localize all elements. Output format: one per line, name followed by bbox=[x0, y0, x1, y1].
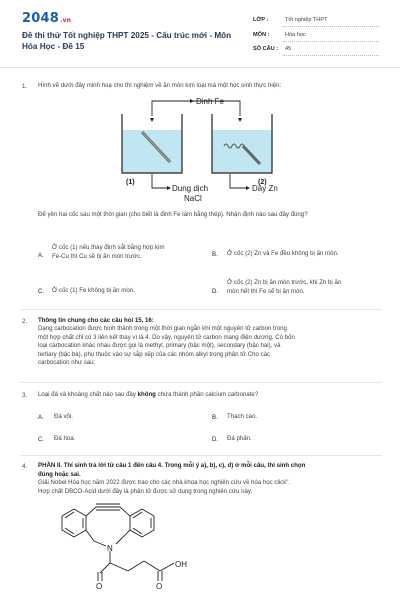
page-title: Đề thi thử Tốt nghiệp THPT 2025 - Cấu trúc mới - Môn Hóa Học - Đề 15 bbox=[22, 31, 232, 51]
label-solution: Dung dịch bbox=[172, 184, 209, 193]
option-d-letter[interactable]: D. bbox=[212, 288, 219, 295]
meta-subject: MÔN : Hóa học bbox=[253, 32, 306, 38]
question-text: Hình vẽ dưới đây minh hoạ cho thí nghiệm về ăn mòn kim loại mà một học sinh thực hiện: bbox=[38, 82, 282, 89]
dbco-acid-structure bbox=[40, 499, 200, 600]
option-a-letter[interactable]: A. bbox=[38, 252, 44, 259]
question-number: 2. bbox=[22, 318, 28, 325]
question-text: Loại đá và khoáng chất nào sau đây không chứa thành phần calcium carbonate? bbox=[38, 391, 259, 398]
label-cup-1: (1) bbox=[126, 179, 135, 186]
solution-cup-2 bbox=[212, 130, 272, 173]
meta-class: LỚP : Tốt nghiệp THPT bbox=[253, 17, 328, 23]
meta-count: SỐ CÂU : 45 bbox=[253, 46, 292, 52]
site-logo[interactable]: 2048.vn bbox=[22, 11, 72, 26]
meta-divider bbox=[283, 41, 379, 42]
option-c-letter[interactable]: C. bbox=[38, 288, 45, 295]
atom-oh: OH bbox=[175, 560, 187, 569]
option-b-text[interactable]: Ở cốc (2) Zn và Fe đều không bị ăn mòn. bbox=[227, 250, 339, 257]
question-heading: PHẦN II. Thí sinh trả lời từ câu 1 đến câu 4. Trong mỗi ý a), b), c), d) ở mỗi câu, thí sinh chọn đúng hoặc sai. bbox=[38, 462, 306, 478]
label-cup-2: (2) bbox=[258, 179, 267, 186]
option-a-text[interactable]: Ở cốc (1) nếu thay đinh sắt bằng hợp kim Fe-Cu thì Cu sẽ bị ăn mòn trước. bbox=[52, 244, 165, 260]
option-c-text[interactable]: Ở cốc (1) Fe không bị ăn mòn. bbox=[52, 287, 135, 294]
option-b-letter[interactable]: B. bbox=[212, 251, 218, 258]
option-c-text[interactable]: Đá hoa. bbox=[54, 435, 76, 442]
question-number: 4. bbox=[22, 463, 28, 470]
option-b-letter[interactable]: B. bbox=[212, 414, 218, 421]
question-divider bbox=[20, 382, 382, 383]
option-d-text[interactable]: Đá phấn. bbox=[227, 435, 252, 442]
option-a-text[interactable]: Đá vôi. bbox=[54, 413, 73, 420]
question-text: Dạng carbocation được hình thành trong một thời gian ngắn khi một nguyên tử carbon trong một hợp chất chỉ có 3 liên kết thay vì là 4. Do vậy, nguyên tử carbon mang điện dương. Có bốn loại carbocation khác nhau được gọi là methyl, primary (bậc một), secondary (bậc hai), và tertiary (bậc ba), phụ thuộc vào sự sắp xếp của các nhóm alkyl trong phân tử.Cho các carbocation như sau: bbox=[38, 325, 295, 367]
question-divider bbox=[20, 309, 382, 310]
atom-o: O bbox=[156, 582, 163, 591]
label-nacl: NaCl bbox=[184, 194, 202, 203]
question-number: 3. bbox=[22, 392, 28, 399]
meta-divider bbox=[283, 26, 379, 27]
solution-cup-1 bbox=[122, 130, 182, 173]
label-zinc-wire: Dây Zn bbox=[252, 184, 278, 193]
meta-divider bbox=[283, 55, 379, 56]
atom-n: N bbox=[107, 544, 113, 553]
question-divider bbox=[20, 455, 382, 456]
option-d-letter[interactable]: D. bbox=[212, 436, 219, 443]
header-divider bbox=[0, 67, 400, 68]
atom-o: O bbox=[96, 582, 103, 591]
corrosion-experiment-figure bbox=[100, 92, 300, 207]
question-number: 1. bbox=[22, 83, 28, 90]
question-text: Giải Nobel Hóa học năm 2022 được trao cho các nhà khoa học nghiên cứu về hóa học click". Hợp chất DBCO-Acid dưới đây là phân tử được sử dụng trong nghiên cứu này. bbox=[38, 479, 291, 495]
label-iron-nail: Đinh Fe bbox=[196, 97, 225, 106]
option-d-text[interactable]: Ở cốc (2) Zn bị ăn mòn trước, khi Zn bị ăn mòn hết thì Fe sẽ bị ăn mòn. bbox=[227, 279, 342, 295]
option-a-letter[interactable]: A. bbox=[38, 414, 44, 421]
question-text: Để yên hai cốc sau một thời gian (cho biết là đinh Fe làm bằng thép). Nhận định nào sau đây đúng? bbox=[38, 211, 308, 218]
question-heading: Thông tin chung cho các câu hỏi 15, 16: bbox=[38, 317, 154, 324]
option-c-letter[interactable]: C. bbox=[38, 436, 45, 443]
option-b-text[interactable]: Thạch cao. bbox=[227, 413, 258, 420]
